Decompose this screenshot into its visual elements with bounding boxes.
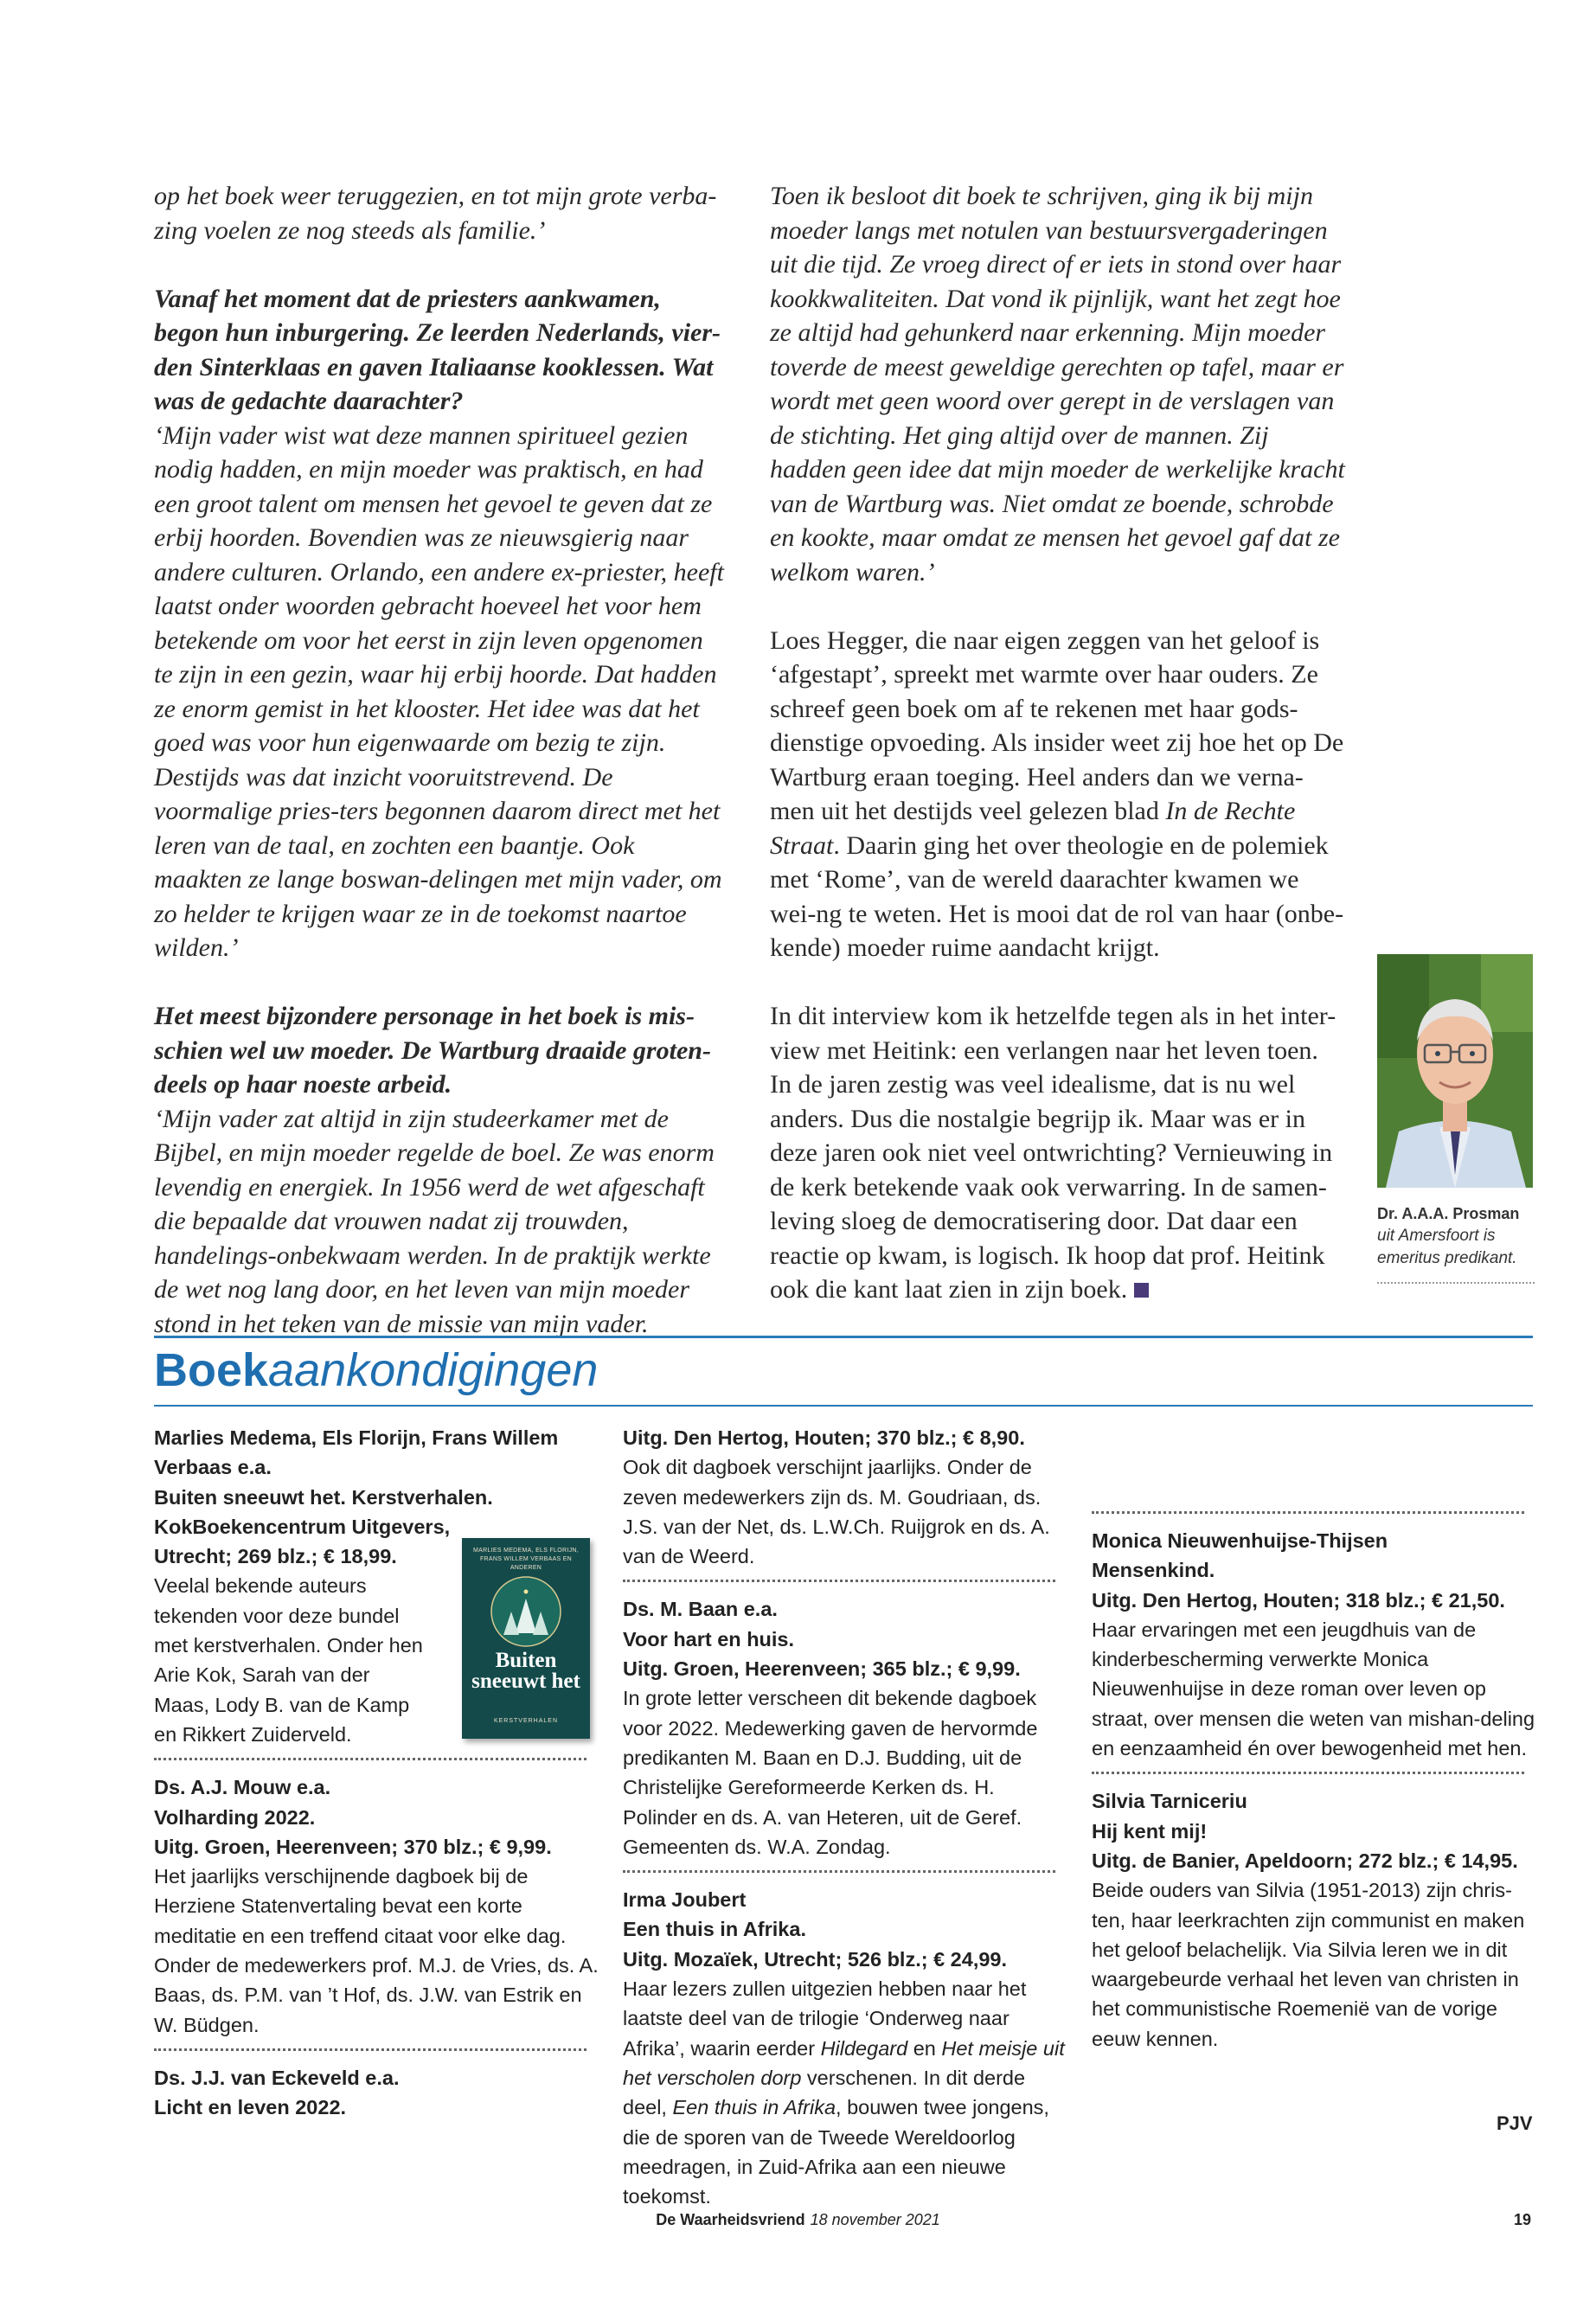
paragraph: Loes Hegger, die naar eigen zeggen van het geloof is ‘afgestapt’, spreekt met warmte over haar ouders. Ze schreef geen boek om af te rekenen met haar gods-dienstige opvoeding. Als insider weet zij hoe het op De Wartburg eraan toeging. Heel anders dan we verna-men uit het destijds veel gelezen blad In de Rechte Straat. Daarin ging het over theologie en de polemiek met ‘Rome’, van de wereld daarachter kwamen we wei-ng te weten. Het is mooi dat de rol van haar (onbe-kende) moeder ruime aandacht krijgt. xyxy=(770,625,1344,962)
book-column-1 xyxy=(154,1423,604,2123)
book-announcement xyxy=(623,1885,1073,2211)
photo-caption xyxy=(1377,1202,1535,1270)
author-signature: PJV xyxy=(1497,2112,1533,2134)
book-title: Buiten sneeuwt het. Kerstverhalen. xyxy=(154,1485,493,1509)
book-publisher: Utrecht; 269 blz.; € 18,99. xyxy=(154,1545,397,1568)
book-description: Ook dit dagboek verschijnt jaarlijks. Onder de zeven medewerkers zijn ds. M. Goudriaan, ds. J.S. van der Net, ds. L.W.Ch. Ruijgrok en ds. A. van de Weerd. xyxy=(623,1456,1050,1568)
interview-answer: ‘Mijn vader wist wat deze mannen spiritueel gezien nodig hadden, en mijn moeder was praktisch, en had een groot talent om mensen het gevoel te geven dat ze erbij hoorden. Bovendien was ze nieuwsgierig naar andere culturen. Orlando, een andere ex-priester, heeft laatst onder woorden gebracht hoeveel het voor hem betekende om voor het eerst in zijn leven opgenomen te zijn in een gezin, waar hij erbij hoorde. Dat hadden ze enorm gemist in het klooster. Het idee was dat het goed was voor hun eigenwaarde om bezig te zijn. Destijds was dat inzicht vooruitstrevend. De voormalige pries-ters begonnen daarom direct met het leren van de taal, en zochten een baantje. Ook maakten ze lange boswan-delingen met mijn vader, om zo helder te krijgen waar ze in de toekomst naartoe wilden.’ xyxy=(154,420,724,962)
book-publisher: KokBoekencentrum Uitgevers, xyxy=(154,1515,451,1538)
caption-name: Dr. A.A.A. Prosman xyxy=(1377,1205,1520,1222)
magazine-name: De Waarheidsvriend xyxy=(656,2211,805,2228)
interview-answer: ‘Mijn vader zat altijd in zijn studeerkamer met de Bijbel, en mijn moeder regelde de boel. Ze was enorm levendig en energiek. In 1956 werd de wet afgeschaft die bepaalde dat vrouwen nadat zij trouwden, handelings-onbekwaam werden. In de praktijk werkte de wet nog lang door, en het leven van mijn moeder stond in het teken van de missie van mijn vader. xyxy=(154,1104,715,1338)
end-square-icon xyxy=(1134,1283,1149,1298)
paragraph: In dit interview kom ik hetzelfde tegen als in het inter-view met Heitink: een verlangen naar het leven toen. In de jaren zestig was veel idealisme, dat is nu wel anders. Dus die nostalgie begrijp ik. Maar was er in deze jaren ook niet veel ontwrichting? Vernieuwing in de kerk betekende vaak ook verwarring. In de samen-leving sloeg de democratisering door. Dat daar een reactie op kwam, is logisch. Ik hoop dat prof. Heitink ook die kant laat zien in zijn boek. xyxy=(770,1002,1336,1304)
section-title: Boekaankondigingen xyxy=(154,1344,599,1396)
book-announcement xyxy=(623,1423,1073,1571)
book-publisher: Uitg. de Banier, Apeldoorn; 272 blz.; € 14,95. xyxy=(1092,1849,1518,1872)
interview-column-left xyxy=(154,179,725,1341)
book-authors: Ds. J.J. van Eckeveld e.a. xyxy=(154,2066,400,2089)
divider xyxy=(1092,1772,1524,1774)
cover-authors: MARLIES MEDEMA, ELS FLORIJN, FRANS WILLEM VERBAAS EN ANDEREN xyxy=(473,1548,579,1571)
book-title: Voor hart en huis. xyxy=(623,1627,795,1650)
divider xyxy=(1092,1511,1524,1514)
cover-subtitle: KERSTVERHALEN xyxy=(493,1718,559,1724)
book-publisher: Uitg. Groen, Heerenveen; 365 blz.; € 9,99. xyxy=(623,1657,1021,1681)
book-description: Het jaarlijks verschijnende dagboek bij de Herziene Statenvertaling bevat een korte meditatie en een treffend citaat voor elke dag. Onder de medewerkers prof. M.J. de Vries, ds. A. Baas, ds. P.M. van ’t Hof, ds. J.W. van Estrik en W. Büdgen. xyxy=(154,1865,599,2036)
book-description: Veelal bekende auteurs tekenden voor deze bundel met kerstverhalen. Onder hen Arie Kok, Sarah van der Maas, Lody B. van de Kamp en Rikkert Zuiderveld. xyxy=(154,1574,423,1746)
book-title: Licht en leven 2022. xyxy=(154,2096,347,2119)
book-title: Hij kent mij! xyxy=(1092,1819,1208,1843)
author-photo xyxy=(1377,954,1533,1188)
cover-title: Buiten sneeuwt het xyxy=(471,1649,580,1693)
book-title: Volharding 2022. xyxy=(154,1805,316,1829)
issue-date: 18 november 2021 xyxy=(810,2211,940,2228)
book-publisher: Uitg. Mozaïek, Utrecht; 526 blz.; € 24,99. xyxy=(623,1947,1008,1971)
interview-question: Vanaf het moment dat de priesters aankwamen, begon hun inburgering. Ze leerden Nederlands, vier-den Sinterklaas en gaven Italiaanse kooklessen. Wat was de gedachte daarachter? xyxy=(154,284,721,415)
section-divider-top xyxy=(154,1336,1533,1338)
book-authors: Marlies Medema, Els Florijn, Frans Willem Verbaas e.a. xyxy=(154,1426,559,1479)
book-publisher: Uitg. Groen, Heerenveen; 370 blz.; € 9,99. xyxy=(154,1835,552,1858)
divider xyxy=(623,1870,1055,1873)
caption-description: uit Amersfoort is emeritus predikant. xyxy=(1377,1227,1517,1267)
book-cover xyxy=(462,1538,590,1739)
divider xyxy=(623,1580,1055,1582)
book-announcement xyxy=(154,1772,604,2040)
interview-answer: Toen ik besloot dit boek te schrijven, ging ik bij mijn moeder langs met notulen van bestuursvergaderingen uit die tijd. Ze vroeg direct of er iets in stond over haar kookkwaliteiten. Dat vond ik pijnlijk, want het zegt hoe ze altijd had gehunkerd naar erkenning. Mijn moeder toverde de meest geweldige gerechten op tafel, maar er wordt met geen woord over gerept in de verslagen van de stichting. Het ging altijd over de mannen. Zij hadden geen idee dat mijn moeder de werkelijke kracht van de Wartburg was. Niet omdat ze boende, schrobde en kookte, maar omdat ze mensen het gevoel gaf dat ze welkom waren.’ xyxy=(770,182,1345,586)
magazine-title: In de Rechte Straat xyxy=(770,797,1296,860)
book-authors: Ds. M. Baan e.a. xyxy=(623,1598,778,1621)
divider xyxy=(154,2048,586,2051)
book-title: Mensenkind. xyxy=(1092,1559,1215,1582)
book-publisher: Uitg. Den Hertog, Houten; 370 blz.; € 8,90. xyxy=(623,1426,1025,1449)
book-authors: Silvia Tarniceriu xyxy=(1092,1790,1247,1813)
caption-divider xyxy=(1377,1282,1535,1284)
book-title: Een thuis in Afrika. xyxy=(623,1918,806,1941)
book-announcement xyxy=(1092,1526,1542,1763)
section-divider-bottom xyxy=(154,1405,1533,1407)
book-description: In grote letter verscheen dit bekende dagboek voor 2022. Medewerking gaven de hervormde predikanten M. Baan en D.J. Budding, uit de Christelijke Gereformeerde Kerken ds. H. Polinder en ds. A. van Heteren, uit de Geref. Gemeenten ds. W.A. Zondag. xyxy=(623,1687,1038,1858)
paragraph: op het boek weer teruggezien, en tot mijn grote verba-zing voelen ze nog steeds als familie.’ xyxy=(154,182,717,245)
book-authors: Irma Joubert xyxy=(623,1888,747,1912)
book-authors: Ds. A.J. Mouw e.a. xyxy=(154,1776,331,1799)
book-description: Haar ervaringen met een jeugdhuis van de kinderbescherming verwerkte Monica Nieuwenhuijse in deze roman over leven op straat, over mensen die weten van mishan-deling en eenzaamheid én over bewogenheid met hen. xyxy=(1092,1618,1535,1760)
divider xyxy=(154,1758,586,1760)
book-announcement xyxy=(1092,1786,1542,2054)
book-column-2 xyxy=(623,1423,1073,2211)
book-column-3-content xyxy=(1092,1511,1542,2054)
book-publisher: Uitg. Den Hertog, Houten; 318 blz.; € 21,50. xyxy=(1092,1588,1505,1612)
interview-column-right xyxy=(770,179,1345,1307)
book-description: Haar lezers zullen uitgezien hebben naar het laatste deel van de trilogie ‘Onderweg naar Afrika’, waarin eerder Hildegard en Het meisje uit het verscholen dorp verschenen. In dit derde deel, Een thuis in Afrika, bouwen twee jongens, die de sporen van de Tweede Wereldoorlog meedragen, in Zuid-Afrika aan een nieuwe toekomst. xyxy=(623,1977,1065,2208)
book-authors: Monica Nieuwenhuijse-Thijsen xyxy=(1092,1529,1388,1552)
book-description: Beide ouders van Silvia (1951-2013) zijn chris-ten, haar leerkrachten zijn communist en maken het geloof belachelijk. Via Silvia leren we in dit waargebeurde verhaal het leven van christen in het communistische Roemenië van de vorige eeuw kennen. xyxy=(1092,1879,1525,2050)
book-announcement xyxy=(623,1594,1073,1862)
page-number: 19 xyxy=(1514,2211,1532,2228)
book-announcement xyxy=(154,2063,604,2123)
interview-question: Het meest bijzondere personage in het boek is mis-schien wel uw moeder. De Wartburg draaide groten-deels op haar noeste arbeid. xyxy=(154,1002,711,1099)
christmas-trees-icon xyxy=(487,1573,565,1650)
page-footer xyxy=(0,2211,1596,2229)
